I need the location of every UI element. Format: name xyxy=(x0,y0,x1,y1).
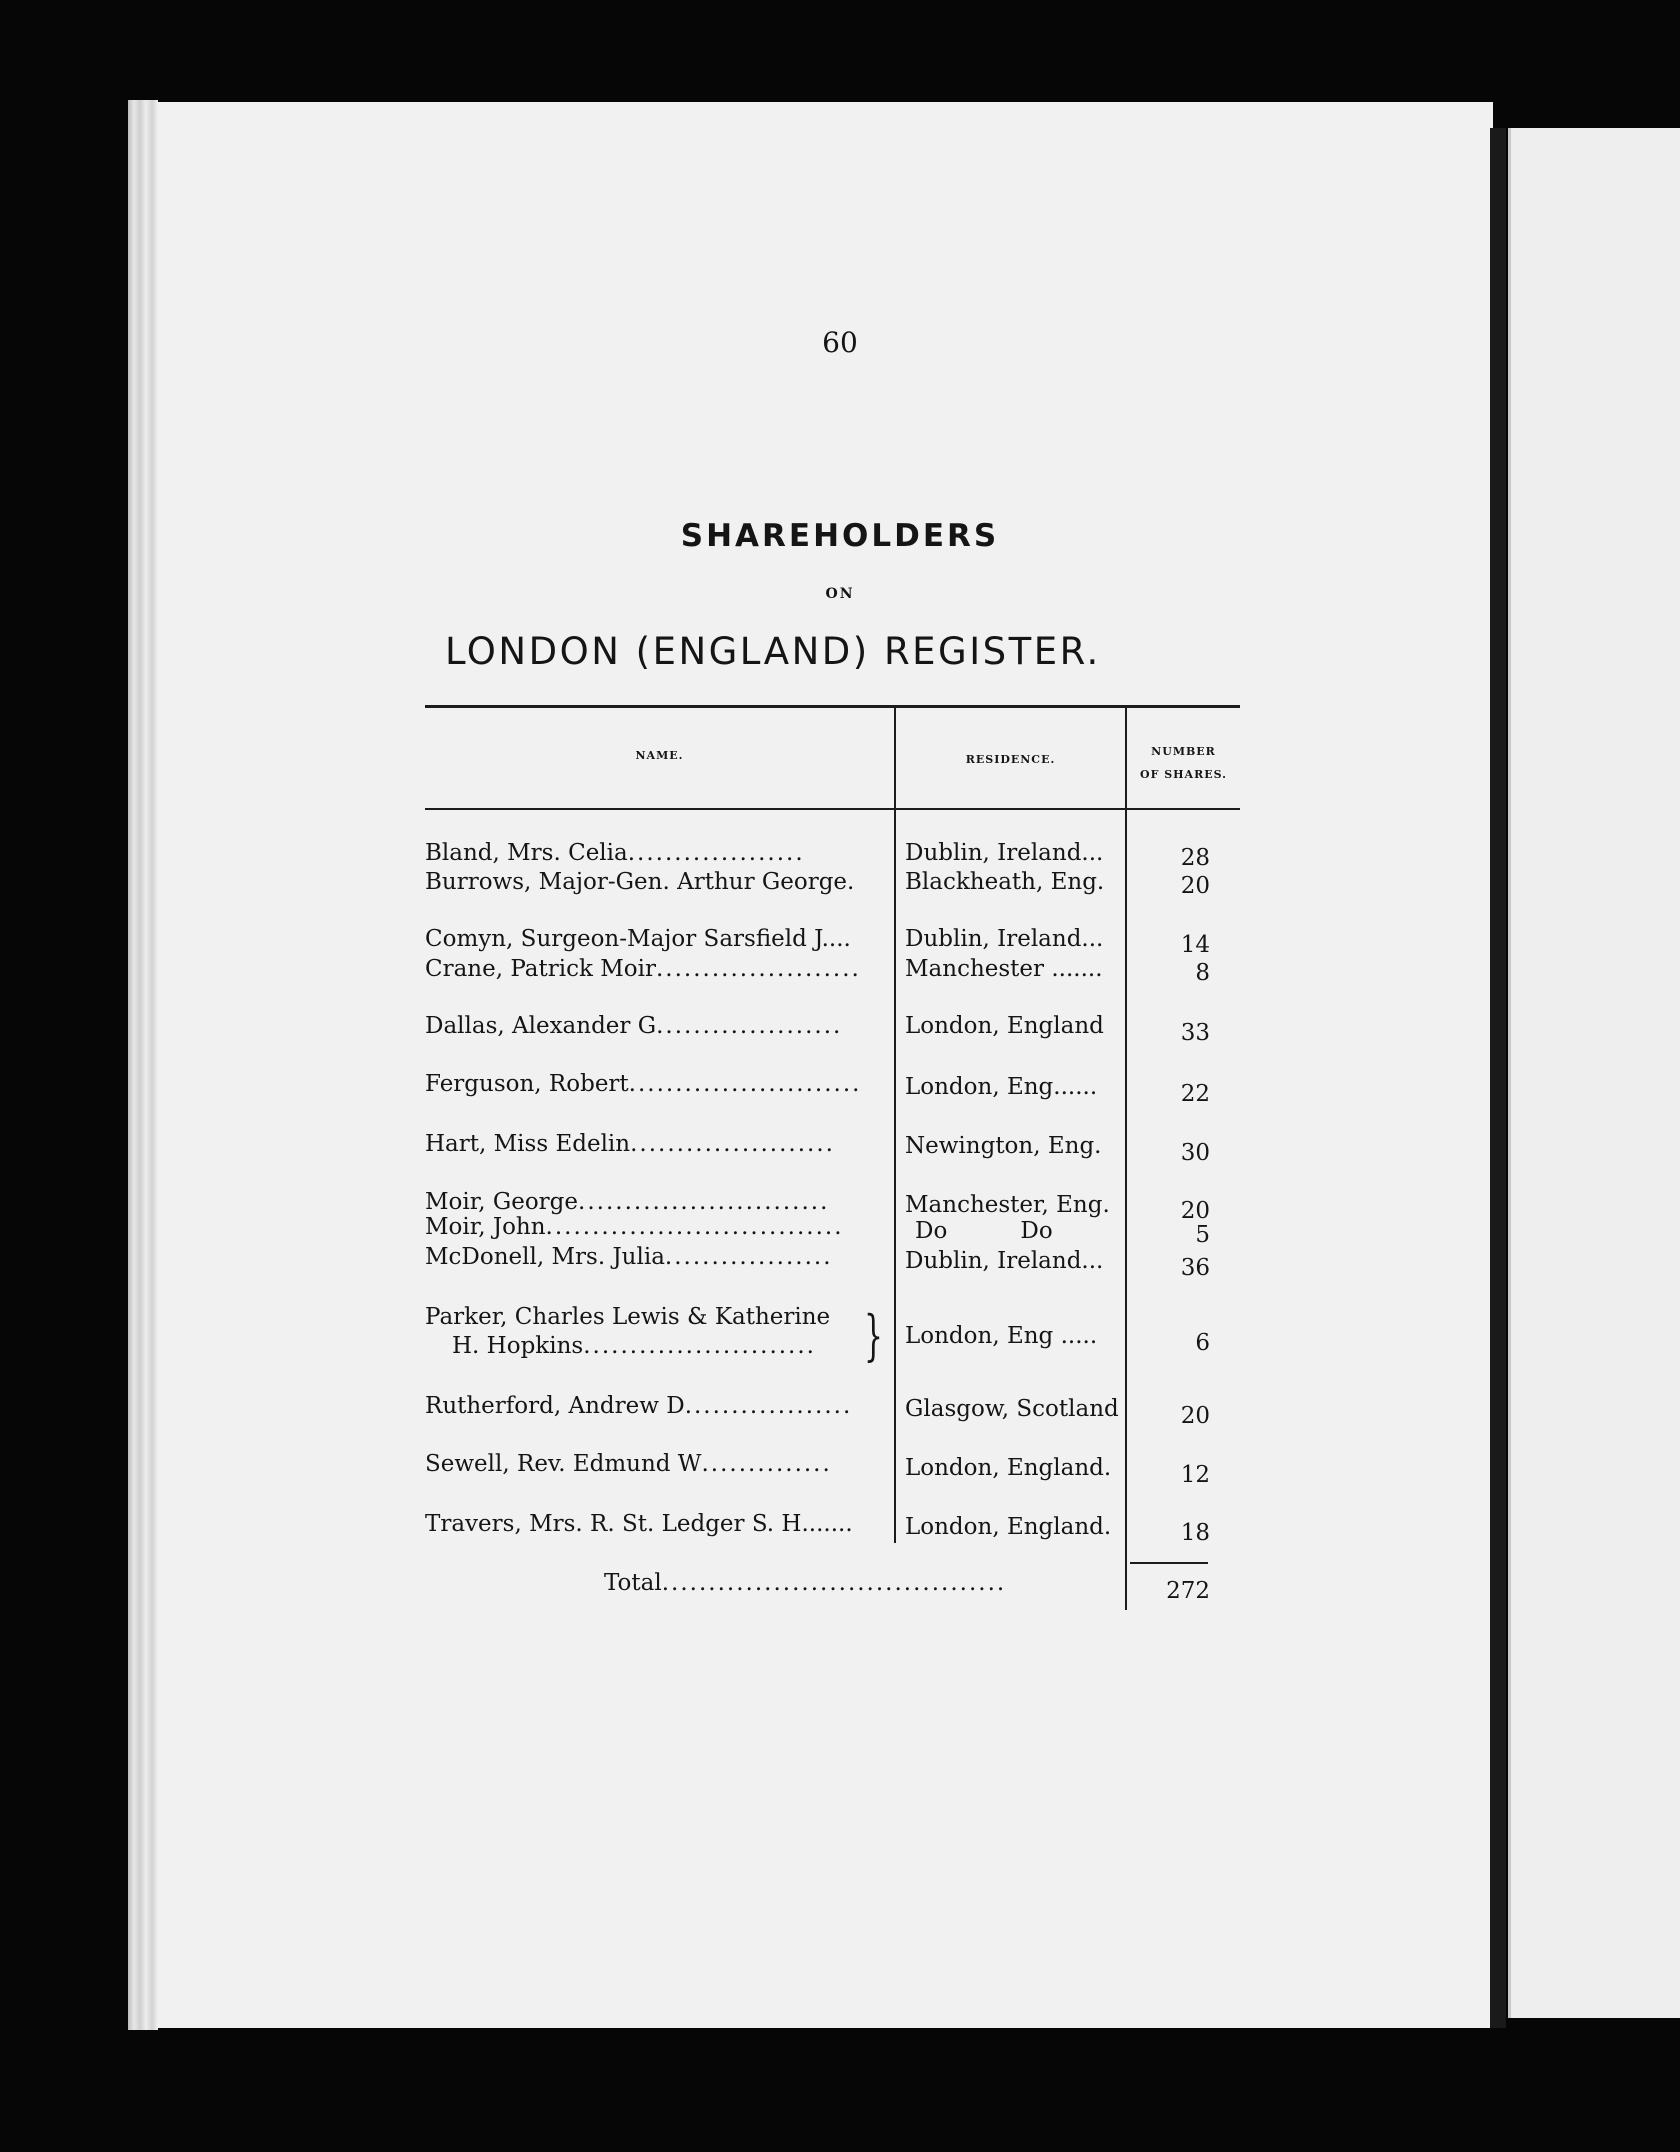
page-gutter xyxy=(1490,128,1506,2028)
total-value: 272 xyxy=(1166,1578,1210,1604)
row-name: Comyn, Surgeon-Major Sarsfield J.... xyxy=(425,926,851,952)
row-shares: 18 xyxy=(1180,1520,1210,1546)
header-shares-line1: NUMBER xyxy=(1151,745,1216,758)
row-shares: 5 xyxy=(1195,1222,1210,1248)
adjacent-page xyxy=(1508,128,1680,2018)
row-residence: London, England xyxy=(905,1013,1104,1039)
table-top-rule xyxy=(425,705,1240,708)
row-residence: Glasgow, Scotland xyxy=(905,1396,1119,1422)
row-residence: Dublin, Ireland... xyxy=(905,840,1104,866)
row-shares: 22 xyxy=(1180,1081,1210,1107)
row-shares: 33 xyxy=(1180,1020,1210,1046)
row-name: Moir, John xyxy=(425,1214,546,1240)
row-name: Travers, Mrs. R. St. Ledger S. H....... xyxy=(425,1511,853,1537)
row-name: Parker, Charles Lewis & Katherine xyxy=(425,1304,831,1330)
row-residence: London, Eng ..... xyxy=(905,1323,1098,1349)
row-shares: 6 xyxy=(1195,1330,1210,1356)
row-residence: Newington, Eng. xyxy=(905,1133,1102,1159)
column-divider-2 xyxy=(1125,708,1127,1610)
header-shares-line2: OF SHARES. xyxy=(1140,768,1227,781)
row-name: Burrows, Major-Gen. Arthur George. xyxy=(425,869,855,895)
title-shareholders: SHAREHOLDERS xyxy=(680,518,1000,554)
row-name: Dallas, Alexander G xyxy=(425,1013,657,1039)
document-page xyxy=(158,102,1493,2028)
row-name-continued: H. Hopkins xyxy=(452,1333,584,1359)
row-residence: Do Do xyxy=(915,1218,1053,1244)
row-residence: Manchester ....... xyxy=(905,956,1103,982)
row-shares: 28 xyxy=(1180,845,1210,871)
row-name: Sewell, Rev. Edmund W xyxy=(425,1451,702,1477)
row-name: Moir, George xyxy=(425,1189,579,1215)
row-name: Bland, Mrs. Celia xyxy=(425,840,628,866)
row-shares: 20 xyxy=(1180,873,1210,899)
row-name: Rutherford, Andrew D xyxy=(425,1393,685,1419)
header-name: NAME. xyxy=(635,749,684,762)
page-number: 60 xyxy=(822,326,858,359)
page-edge xyxy=(128,100,158,2030)
row-shares: 36 xyxy=(1180,1255,1210,1281)
row-residence: Dublin, Ireland... xyxy=(905,926,1104,952)
row-shares: 20 xyxy=(1180,1403,1210,1429)
row-shares: 20 xyxy=(1180,1198,1210,1224)
title-on: ON xyxy=(825,586,855,602)
row-residence: London, Eng...... xyxy=(905,1074,1098,1100)
row-residence: London, England. xyxy=(905,1455,1112,1481)
row-residence: London, England. xyxy=(905,1514,1112,1540)
row-shares: 12 xyxy=(1180,1462,1210,1488)
row-shares: 8 xyxy=(1195,960,1210,986)
row-name: Crane, Patrick Moir xyxy=(425,956,656,982)
row-brace: } xyxy=(864,1304,883,1367)
column-divider-1 xyxy=(894,708,896,1543)
row-residence: Manchester, Eng. xyxy=(905,1192,1110,1218)
row-residence: Blackheath, Eng. xyxy=(905,869,1105,895)
header-residence: RESIDENCE. xyxy=(965,753,1056,766)
total-rule xyxy=(1130,1562,1208,1564)
row-name: McDonell, Mrs. Julia xyxy=(425,1244,665,1270)
header-bottom-rule xyxy=(425,808,1240,810)
page-title: LONDON (ENGLAND) REGISTER. xyxy=(445,630,1101,673)
row-name: Hart, Miss Edelin xyxy=(425,1131,631,1157)
total-label: Total xyxy=(604,1570,662,1596)
row-shares: 30 xyxy=(1180,1140,1210,1166)
row-shares: 14 xyxy=(1180,932,1210,958)
row-residence: Dublin, Ireland... xyxy=(905,1248,1104,1274)
row-name: Ferguson, Robert xyxy=(425,1071,629,1097)
